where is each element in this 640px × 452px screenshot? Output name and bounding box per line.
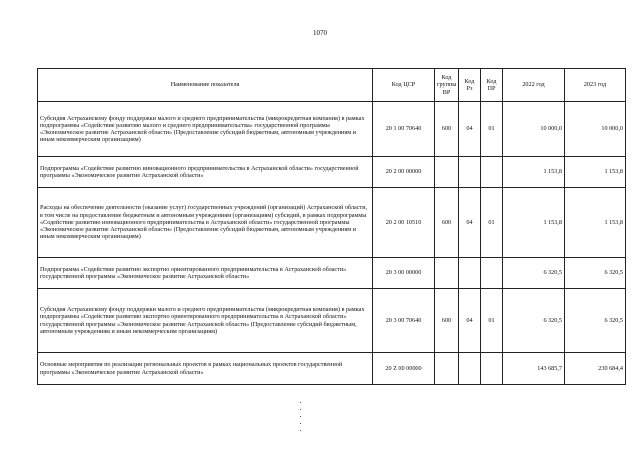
row-2022: 143 685,7 bbox=[503, 353, 565, 385]
row-2022: 1 153,8 bbox=[503, 188, 565, 258]
row-pr bbox=[481, 353, 503, 385]
scan-speckles bbox=[300, 402, 304, 437]
row-2022: 10 000,0 bbox=[503, 102, 565, 157]
row-vr: 600 bbox=[435, 289, 459, 353]
row-pr bbox=[481, 157, 503, 188]
header-vr: Код группы ВР bbox=[435, 69, 459, 102]
row-2022: 1 153,8 bbox=[503, 157, 565, 188]
row-csr: 20 3 00 70640 bbox=[373, 289, 435, 353]
row-vr: 600 bbox=[435, 102, 459, 157]
row-2022: 6 320,5 bbox=[503, 289, 565, 353]
header-name: Наименование показателя bbox=[38, 69, 373, 102]
row-2023: 1 153,8 bbox=[565, 157, 626, 188]
row-2023: 230 684,4 bbox=[565, 353, 626, 385]
header-csr: Код ЦСР bbox=[373, 69, 435, 102]
header-rz: Код Рз bbox=[459, 69, 481, 102]
table-row bbox=[38, 289, 626, 353]
row-2023: 6 320,5 bbox=[565, 258, 626, 289]
header-pr: Код ПР bbox=[481, 69, 503, 102]
row-name: Основные мероприятия по реализации региональных проектов в рамках национальных проектов государственной программы «Экономическое развитие Астраханской области» bbox=[38, 353, 373, 385]
table-header-row bbox=[38, 69, 626, 102]
row-pr: 01 bbox=[481, 102, 503, 157]
row-2023: 6 320,5 bbox=[565, 289, 626, 353]
row-rz bbox=[459, 258, 481, 289]
row-csr: 20 3 00 00000 bbox=[373, 258, 435, 289]
row-pr: 01 bbox=[481, 289, 503, 353]
row-csr: 20 2 00 10510 bbox=[373, 188, 435, 258]
table-row bbox=[38, 188, 626, 258]
row-name: Подпрограмма «Содействие развитию инновационного предпринимательства в Астраханской области» государственной программы «Экономическое развитие Астраханской области» bbox=[38, 157, 373, 188]
row-name: Субсидия Астраханскому фонду поддержки малого и среднего предпринимательства (микрокредитная компания) в рамках подпрограммы «Содействие развитию малого и среднего предпринимательства» государственной программы «Экономическое развитие Астраханской области» (Предоставление субсидий бюджетным, автономным учреждениям и иным некоммерческим организациям) bbox=[38, 102, 373, 157]
table-row bbox=[38, 102, 626, 157]
row-2023: 1 153,8 bbox=[565, 188, 626, 258]
row-vr bbox=[435, 157, 459, 188]
row-2022: 6 320,5 bbox=[503, 258, 565, 289]
row-name: Субсидия Астраханскому фонду поддержки малого и среднего предпринимательства (микрокредитная компания) в рамках подпрограммы «Содействие развитию экспортно ориентированного предпринимательства в Астраханской области» государственной программы «Экономическое развитие Астраханской области» (Предоставление субсидий бюджетным, автономным учреждениям и иным некоммерческим организациям) bbox=[38, 289, 373, 353]
row-vr bbox=[435, 258, 459, 289]
header-2023: 2023 год bbox=[565, 69, 626, 102]
header-2022: 2022 год bbox=[503, 69, 565, 102]
row-name: Подпрограмма «Содействие развитию экспортно ориентированного предпринимательства в Астраханской области» государственной программы «Экономическое развитие Астраханской области» bbox=[38, 258, 373, 289]
table-row bbox=[38, 157, 626, 188]
row-name: Расходы на обеспечение деятельности (оказание услуг) государственных учреждений (организаций) Астраханской области, в том числе на предоставление бюджетным и автономным учреждениям (организациям) субсидий, в рамках подпрограммы «Содействие развитию инновационного предпринимательства в Астраханской области» государственной программы «Экономическое развитие Астраханской области» (Предоставление субсидий бюджетным, автономным учреждениям и иным некоммерческим организациям) bbox=[38, 188, 373, 258]
row-pr bbox=[481, 258, 503, 289]
row-rz: 04 bbox=[459, 188, 481, 258]
table-row bbox=[38, 258, 626, 289]
row-vr: 600 bbox=[435, 188, 459, 258]
row-vr bbox=[435, 353, 459, 385]
page-number: 1070 bbox=[313, 29, 327, 37]
row-2023: 10 000,0 bbox=[565, 102, 626, 157]
row-rz: 04 bbox=[459, 102, 481, 157]
row-csr: 20 Z 00 00000 bbox=[373, 353, 435, 385]
row-csr: 20 1 00 70640 bbox=[373, 102, 435, 157]
table-row bbox=[38, 353, 626, 385]
row-rz: 04 bbox=[459, 289, 481, 353]
row-rz bbox=[459, 157, 481, 188]
row-csr: 20 2 00 00000 bbox=[373, 157, 435, 188]
row-pr: 01 bbox=[481, 188, 503, 258]
row-rz bbox=[459, 353, 481, 385]
budget-table bbox=[37, 68, 626, 385]
